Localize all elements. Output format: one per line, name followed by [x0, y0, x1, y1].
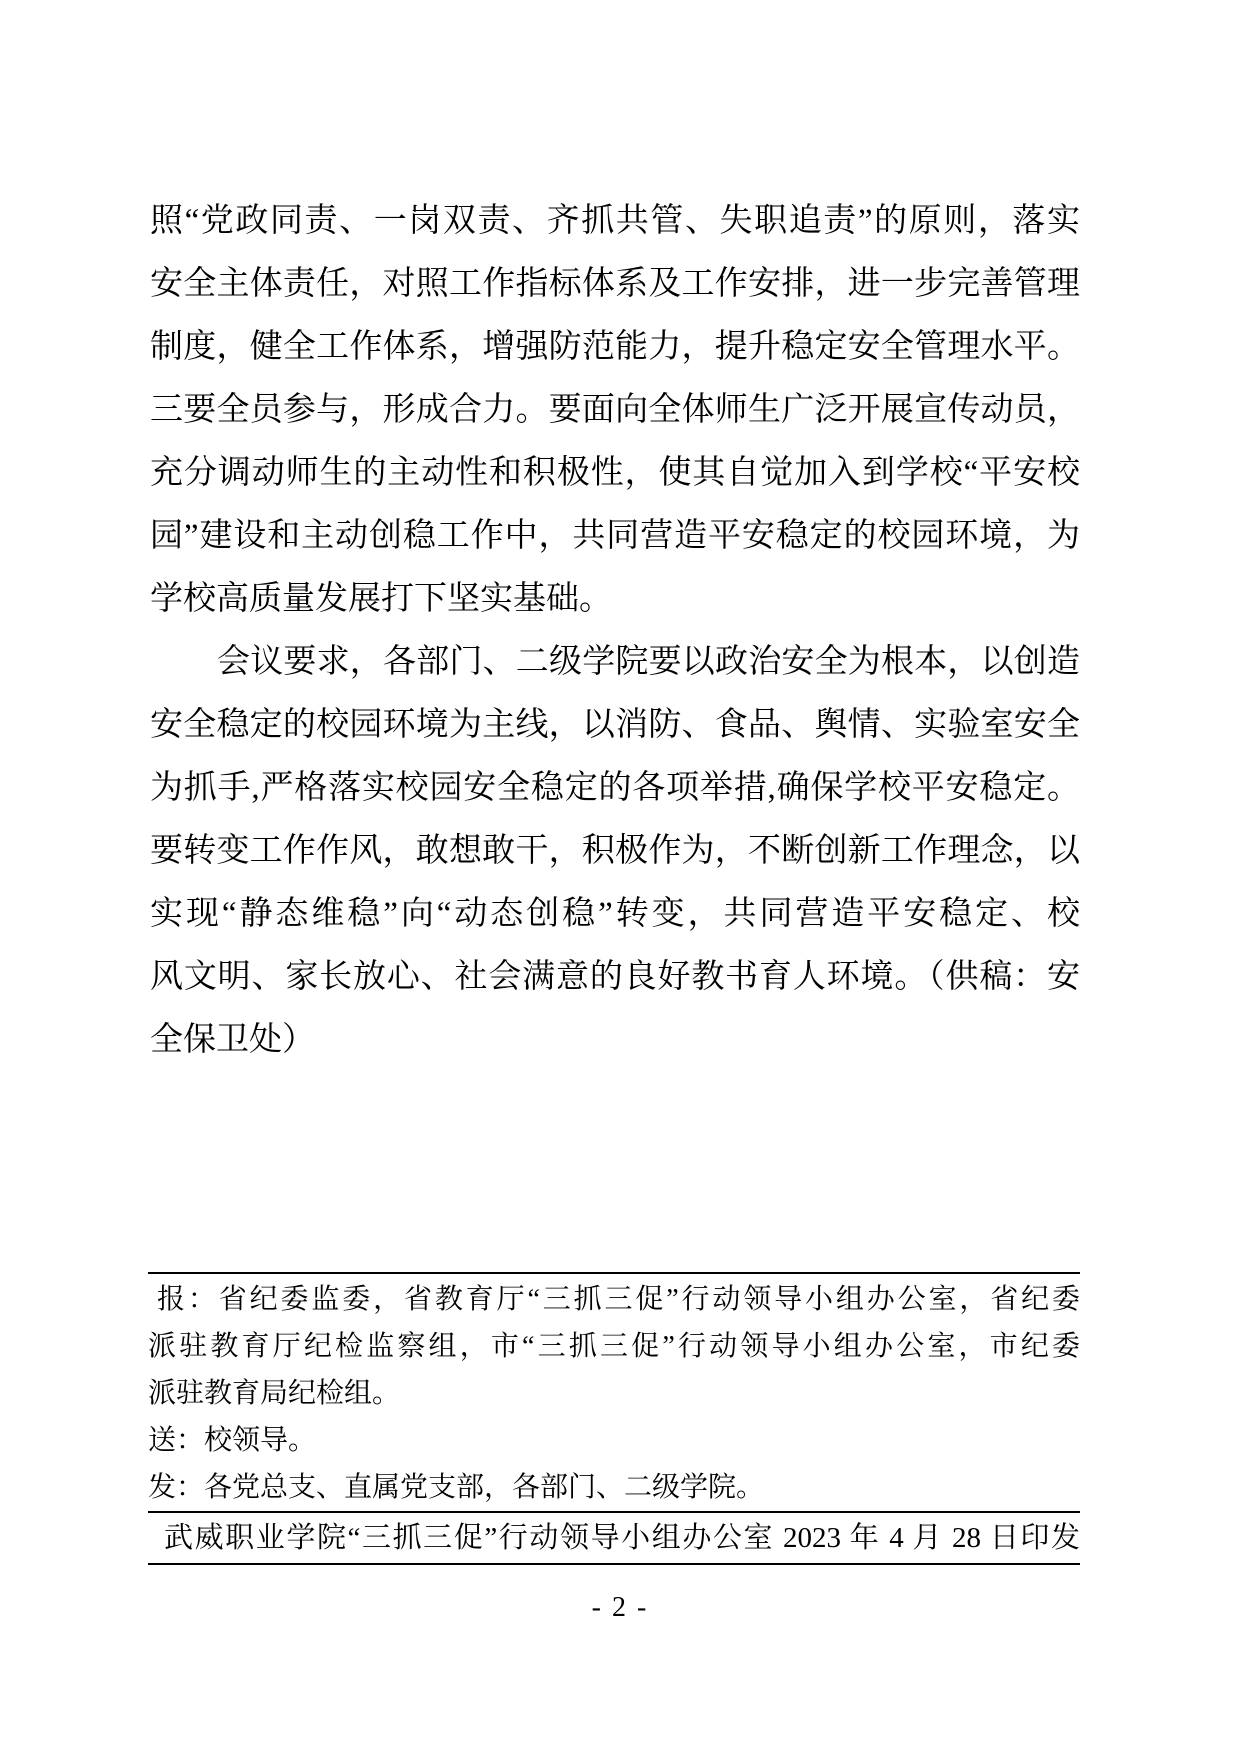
body-line: 园”建设和主动创稳工作中，共同营造平安稳定的校园环境，为: [150, 518, 1080, 554]
body-line: 安全主体责任，对照工作指标体系及工作安排，进一步完善管理: [150, 266, 1080, 302]
body-line: 充分调动师生的主动性和积极性，使其自觉加入到学校“平安校: [150, 455, 1080, 491]
body-line: 会议要求，各部门、二级学院要以政治安全为根本，以创造: [217, 644, 1080, 680]
body-text-block: [150, 190, 1080, 1072]
imprint-line: 武威职业学院“三抓三促”行动领导小组办公室 2023 年 4 月 28 日印发: [164, 1522, 1080, 1554]
body-line: 实现“静态维稳”向“动态创稳”转变，共同营造平安稳定、校: [150, 896, 1080, 932]
report-recipients-line: 派驻教育局纪检组。: [148, 1378, 401, 1409]
copy-send-line: 送：校领导。: [148, 1425, 317, 1456]
report-recipients-line: 派驻教育厅纪检监察组，市“三抓三促”行动领导小组办公室，市纪委: [148, 1331, 1080, 1362]
body-line: 全保卫处）: [150, 1022, 315, 1058]
body-line: 要转变工作作风，敢想敢干，积极作为，不断创新工作理念，以: [150, 833, 1080, 869]
report-recipients-line: 报：省纪委监委，省教育厅“三抓三促”行动领导小组办公室，省纪委: [157, 1284, 1080, 1315]
page-number: - 2 -: [591, 1592, 649, 1623]
separator-rule-bottom: [148, 1563, 1080, 1565]
body-line: 三要全员参与，形成合力。要面向全体师生广泛开展宣传动员，: [150, 392, 1080, 428]
distribution-issue-line: 发：各党总支、直属党支部，各部门、二级学院。: [148, 1472, 765, 1503]
distribution-block: [148, 1272, 1080, 1565]
body-line: 照“党政同责、一岗双责、齐抓共管、失职追责”的原则，落实: [150, 203, 1080, 239]
separator-rule-top: [148, 1272, 1080, 1274]
body-line: 风文明、家长放心、社会满意的良好教书育人环境。（供稿：安: [150, 959, 1080, 995]
body-line: 为抓手,严格落实校园安全稳定的各项举措,确保学校平安稳定。: [150, 770, 1080, 806]
body-line: 安全稳定的校园环境为主线，以消防、食品、舆情、实验室安全: [150, 707, 1080, 743]
body-line: 学校高质量发展打下坚实基础。: [150, 581, 612, 617]
body-line: 制度，健全工作体系，增强防范能力，提升稳定安全管理水平。: [150, 329, 1080, 365]
